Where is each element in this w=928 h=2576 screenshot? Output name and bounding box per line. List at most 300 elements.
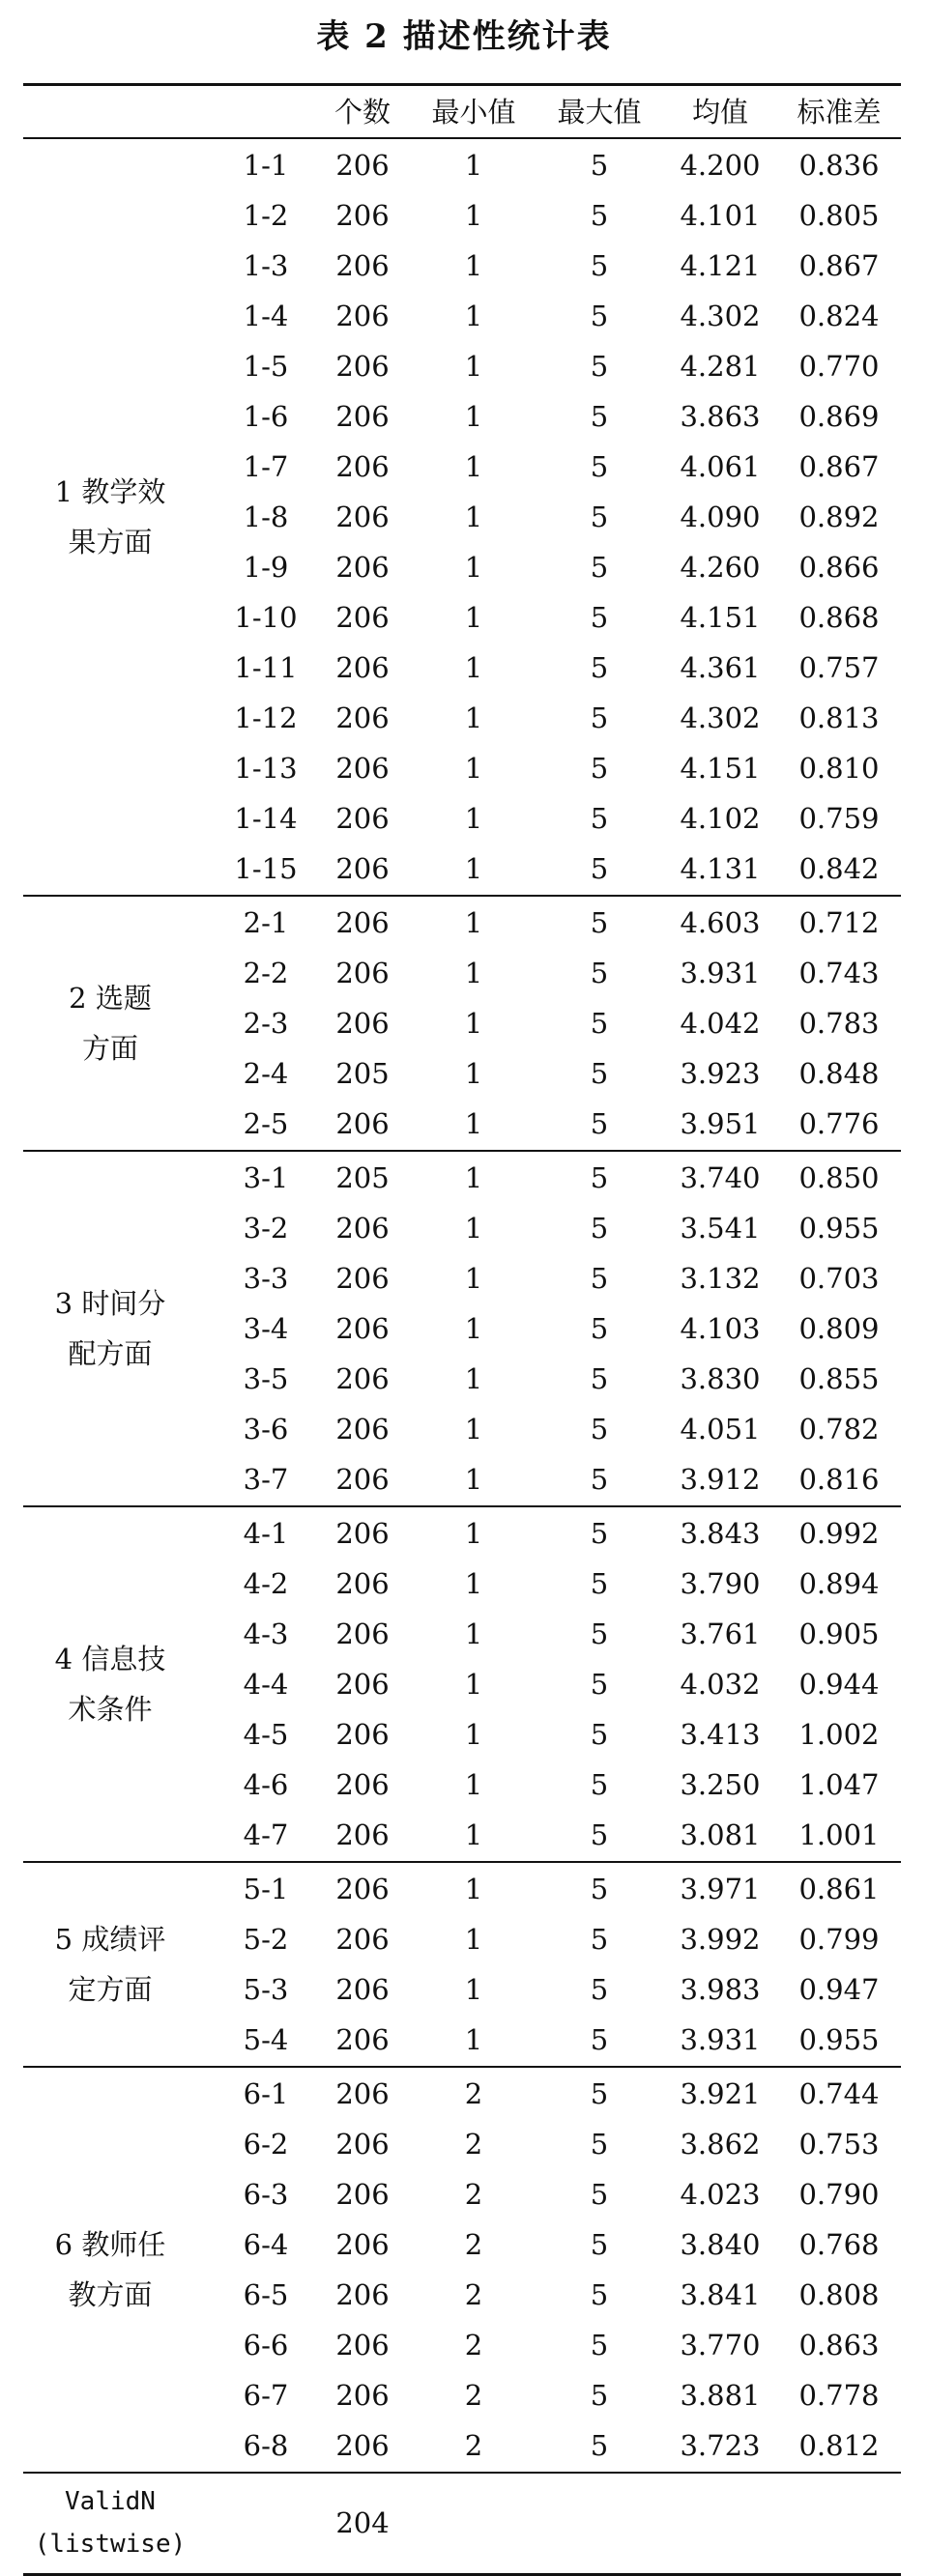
table-cell: 4.090 bbox=[680, 501, 761, 533]
table-title: 表 2 描述性统计表 bbox=[316, 17, 612, 56]
table-cell: 4.151 bbox=[680, 601, 761, 634]
table-cell: 1 bbox=[464, 1567, 483, 1600]
table-cell: 1 bbox=[464, 957, 483, 989]
table-cell: 1 bbox=[464, 1362, 483, 1395]
table-cell: 205 bbox=[335, 1161, 390, 1194]
table-cell: 1-5 bbox=[243, 350, 289, 383]
group-label-line: 3 时间分 bbox=[54, 1287, 166, 1320]
table-cell: 3-4 bbox=[243, 1312, 289, 1345]
valid-n-label bbox=[23, 2480, 197, 2565]
group-label-line: 术条件 bbox=[68, 1693, 153, 1726]
table-cell: 0.905 bbox=[798, 1617, 880, 1650]
table-cell: 5 bbox=[590, 199, 609, 232]
table-cell: 206 bbox=[335, 701, 390, 734]
table-cell: 1-11 bbox=[234, 651, 298, 684]
table-cell: 0.813 bbox=[798, 701, 880, 734]
table-cell: 4.101 bbox=[680, 199, 761, 232]
table-cell: 206 bbox=[335, 2228, 390, 2261]
table-cell: 3.541 bbox=[680, 1212, 761, 1245]
table-cell: 206 bbox=[335, 1007, 390, 1040]
table-cell: 206 bbox=[335, 149, 390, 182]
table-cell: 5 bbox=[590, 350, 609, 383]
table-cell: 206 bbox=[335, 1973, 390, 2006]
table-cell: 1 bbox=[464, 701, 483, 734]
table-cell: 2 bbox=[464, 2379, 483, 2412]
table-cell: 206 bbox=[335, 2128, 390, 2161]
table-cell: 0.850 bbox=[798, 1161, 880, 1194]
table-cell: 206 bbox=[335, 1567, 390, 1600]
table-cell: 1 bbox=[464, 300, 483, 332]
table-cell: 1 bbox=[464, 501, 483, 533]
table-cell: 1 bbox=[464, 1007, 483, 1040]
table-cell: 206 bbox=[335, 2329, 390, 2361]
table-cell: 3-5 bbox=[243, 1362, 289, 1395]
table-cell: 1 bbox=[464, 1262, 483, 1295]
table-cell: 5 bbox=[590, 1312, 609, 1345]
table-cell: 206 bbox=[335, 2178, 390, 2211]
table-cell: 4.023 bbox=[680, 2178, 761, 2211]
table-cell: 5 bbox=[590, 1768, 609, 1801]
table-cell: 206 bbox=[335, 1107, 390, 1140]
table-cell: 3.971 bbox=[680, 1873, 761, 1905]
table-cell: 0.776 bbox=[798, 1107, 880, 1140]
table-cell: 1 bbox=[464, 450, 483, 483]
group-label-line: 定方面 bbox=[68, 1973, 153, 2006]
table-cell: 2 bbox=[464, 2429, 483, 2462]
table-cell: 1-7 bbox=[243, 450, 289, 483]
table-cell: 4.151 bbox=[680, 752, 761, 785]
table-cell: 3.841 bbox=[680, 2278, 761, 2311]
table-cell: 1 bbox=[464, 1818, 483, 1851]
table-cell: 1 bbox=[464, 601, 483, 634]
table-cell: 3.413 bbox=[680, 1718, 761, 1751]
table-cell: 5 bbox=[590, 551, 609, 584]
group-rule bbox=[23, 1861, 901, 1863]
table-cell: 4.302 bbox=[680, 300, 761, 332]
table-cell: 1 bbox=[464, 2023, 483, 2056]
column-header: 最大值 bbox=[557, 96, 642, 129]
table-cell: 4.302 bbox=[680, 701, 761, 734]
table-cell: 0.861 bbox=[798, 1873, 880, 1905]
table-cell: 3-6 bbox=[243, 1413, 289, 1445]
table-cell: 5 bbox=[590, 2128, 609, 2161]
table-cell: 1 bbox=[464, 249, 483, 282]
table-cell: 0.753 bbox=[798, 2128, 880, 2161]
group-label-line: 配方面 bbox=[68, 1337, 153, 1370]
table-cell: 6-7 bbox=[243, 2379, 289, 2412]
table-cell: 206 bbox=[335, 957, 390, 989]
table-cell: 6-4 bbox=[243, 2228, 289, 2261]
table-cell: 4-2 bbox=[243, 1567, 289, 1600]
table-cell: 3-2 bbox=[243, 1212, 289, 1245]
table-cell: 4.051 bbox=[680, 1413, 761, 1445]
table-cell: 5 bbox=[590, 1567, 609, 1600]
table-cell: 5 bbox=[590, 852, 609, 885]
table-cell: 206 bbox=[335, 1262, 390, 1295]
table-cell: 206 bbox=[335, 1923, 390, 1956]
table-cell: 0.866 bbox=[798, 551, 880, 584]
table-cell: 0.836 bbox=[798, 149, 880, 182]
table-cell: 3-7 bbox=[243, 1463, 289, 1496]
table-cell: 1.002 bbox=[798, 1718, 880, 1751]
table-cell: 3.830 bbox=[680, 1362, 761, 1395]
table-cell: 5 bbox=[590, 2077, 609, 2110]
group-label-line: 2 选题 bbox=[69, 982, 152, 1015]
table-cell: 206 bbox=[335, 1768, 390, 1801]
table-cell: 5 bbox=[590, 2329, 609, 2361]
table-cell: 0.947 bbox=[798, 1973, 880, 2006]
table-cell: 206 bbox=[335, 2023, 390, 2056]
table-cell: 3.912 bbox=[680, 1463, 761, 1496]
table-cell: 3.761 bbox=[680, 1617, 761, 1650]
table-cell: 206 bbox=[335, 2379, 390, 2412]
table-cell: 2 bbox=[464, 2128, 483, 2161]
table-cell: 4.032 bbox=[680, 1668, 761, 1701]
table-cell: 0.955 bbox=[798, 1212, 880, 1245]
table-cell: 5 bbox=[590, 1718, 609, 1751]
column-header: 最小值 bbox=[431, 96, 516, 129]
table-cell: 3.250 bbox=[680, 1768, 761, 1801]
table-cell: 1 bbox=[464, 1973, 483, 2006]
table-cell: 4.281 bbox=[680, 350, 761, 383]
table-cell: 3.132 bbox=[680, 1262, 761, 1295]
table-cell: 1 bbox=[464, 1668, 483, 1701]
table-cell: 0.955 bbox=[798, 2023, 880, 2056]
table-cell: 1 bbox=[464, 1617, 483, 1650]
table-cell: 0.867 bbox=[798, 450, 880, 483]
table-cell: 3.081 bbox=[680, 1818, 761, 1851]
table-cell: 5 bbox=[590, 1617, 609, 1650]
table-cell: 5-1 bbox=[243, 1873, 289, 1905]
table-cell: 0.799 bbox=[798, 1923, 880, 1956]
table-cell: 206 bbox=[335, 501, 390, 533]
table-cell: 2-1 bbox=[243, 906, 289, 939]
table-cell: 1 bbox=[464, 852, 483, 885]
table-cell: 1 bbox=[464, 752, 483, 785]
table-cell: 2 bbox=[464, 2178, 483, 2211]
table-cell: 5 bbox=[590, 802, 609, 835]
table-cell: 1-1 bbox=[243, 149, 289, 182]
table-cell: 1-4 bbox=[243, 300, 289, 332]
table-cell: 206 bbox=[335, 1312, 390, 1345]
group-rule bbox=[23, 2472, 901, 2474]
table-cell: 206 bbox=[335, 906, 390, 939]
table-cell: 3.923 bbox=[680, 1057, 761, 1090]
table-cell: 1 bbox=[464, 1923, 483, 1956]
valid-n-label-line: (listwise) bbox=[34, 2530, 187, 2559]
table-cell: 3.740 bbox=[680, 1161, 761, 1194]
table-cell: 5 bbox=[590, 2379, 609, 2412]
table-cell: 4-3 bbox=[243, 1617, 289, 1650]
column-header: 个数 bbox=[334, 96, 391, 129]
group-label-line: 教方面 bbox=[68, 2278, 153, 2311]
table-cell: 5 bbox=[590, 1463, 609, 1496]
table-cell: 5 bbox=[590, 2228, 609, 2261]
table-cell: 205 bbox=[335, 1057, 390, 1090]
table-cell: 0.703 bbox=[798, 1262, 880, 1295]
table-cell: 206 bbox=[335, 450, 390, 483]
table-cell: 3.951 bbox=[680, 1107, 761, 1140]
valid-n-label-line: ValidN bbox=[65, 2487, 156, 2516]
table-cell: 5 bbox=[590, 1057, 609, 1090]
group-label-line: 果方面 bbox=[68, 526, 153, 558]
table-cell: 1-15 bbox=[234, 852, 298, 885]
table-cell: 5 bbox=[590, 1413, 609, 1445]
group-label bbox=[23, 1914, 197, 2015]
table-cell: 0.863 bbox=[798, 2329, 880, 2361]
table-cell: 206 bbox=[335, 1873, 390, 1905]
group-label-line: 5 成绩评 bbox=[54, 1923, 166, 1956]
group-label bbox=[23, 2219, 197, 2320]
table-cell: 6-2 bbox=[243, 2128, 289, 2161]
table-cell: 1 bbox=[464, 802, 483, 835]
table-cell: 1-2 bbox=[243, 199, 289, 232]
table-cell: 2 bbox=[464, 2077, 483, 2110]
table-cell: 1 bbox=[464, 1768, 483, 1801]
table-cell: 1 bbox=[464, 651, 483, 684]
table-cell: 5 bbox=[590, 1873, 609, 1905]
table-cell: 206 bbox=[335, 1212, 390, 1245]
table-cell: 206 bbox=[335, 1413, 390, 1445]
table-cell: 2 bbox=[464, 2228, 483, 2261]
table-cell: 206 bbox=[335, 300, 390, 332]
table-cell: 4-7 bbox=[243, 1818, 289, 1851]
table-cell: 0.805 bbox=[798, 199, 880, 232]
table-cell: 5 bbox=[590, 1517, 609, 1550]
table-cell: 5 bbox=[590, 2278, 609, 2311]
table-cell: 4.131 bbox=[680, 852, 761, 885]
table-cell: 5 bbox=[590, 400, 609, 433]
table-cell: 1 bbox=[464, 149, 483, 182]
table-cell: 5 bbox=[590, 300, 609, 332]
group-rule bbox=[23, 2066, 901, 2068]
table-cell: 206 bbox=[335, 802, 390, 835]
table-cell: 0.812 bbox=[798, 2429, 880, 2462]
table-cell: 206 bbox=[335, 199, 390, 232]
table-cell: 206 bbox=[335, 601, 390, 634]
table-cell: 206 bbox=[335, 1463, 390, 1496]
table-cell: 3.931 bbox=[680, 2023, 761, 2056]
table-cell: 5 bbox=[590, 1668, 609, 1701]
table-cell: 5 bbox=[590, 1973, 609, 2006]
table-cell: 1 bbox=[464, 906, 483, 939]
table-cell: 4.103 bbox=[680, 1312, 761, 1345]
table-cell: 1 bbox=[464, 199, 483, 232]
table-cell: 0.867 bbox=[798, 249, 880, 282]
group-label-line: 4 信息技 bbox=[54, 1643, 166, 1675]
table-cell: 3.881 bbox=[680, 2379, 761, 2412]
table-cell: 206 bbox=[335, 1718, 390, 1751]
table-cell: 1 bbox=[464, 1312, 483, 1345]
table-cell: 1-8 bbox=[243, 501, 289, 533]
group-label bbox=[23, 973, 197, 1073]
table-cell: 4.121 bbox=[680, 249, 761, 282]
table-cell: 206 bbox=[335, 1362, 390, 1395]
table-cell: 5 bbox=[590, 1007, 609, 1040]
table-cell: 5 bbox=[590, 149, 609, 182]
table-cell: 4-1 bbox=[243, 1517, 289, 1550]
table-cell: 0.768 bbox=[798, 2228, 880, 2261]
table-cell: 5 bbox=[590, 1262, 609, 1295]
table-cell: 206 bbox=[335, 400, 390, 433]
table-cell: 206 bbox=[335, 249, 390, 282]
group-label bbox=[23, 1278, 197, 1379]
table-cell: 1.001 bbox=[798, 1818, 880, 1851]
table-cell: 0.790 bbox=[798, 2178, 880, 2211]
table-cell: 5 bbox=[590, 1362, 609, 1395]
table-cell: 4.061 bbox=[680, 450, 761, 483]
table-cell: 1 bbox=[464, 1107, 483, 1140]
table-cell: 1 bbox=[464, 1718, 483, 1751]
table-cell: 5 bbox=[590, 249, 609, 282]
table-cell: 0.842 bbox=[798, 852, 880, 885]
table-cell: 5-3 bbox=[243, 1973, 289, 2006]
table-cell: 0.855 bbox=[798, 1362, 880, 1395]
table-cell: 2-3 bbox=[243, 1007, 289, 1040]
table-cell: 4.361 bbox=[680, 651, 761, 684]
column-header: 均值 bbox=[691, 96, 748, 129]
group-label-line: 方面 bbox=[81, 1032, 138, 1065]
table-cell: 0.892 bbox=[798, 501, 880, 533]
table-cell: 1 bbox=[464, 1463, 483, 1496]
table-cell: 4.200 bbox=[680, 149, 761, 182]
header-rule bbox=[23, 137, 901, 139]
table-cell: 206 bbox=[335, 752, 390, 785]
table-cell: 3.931 bbox=[680, 957, 761, 989]
table-cell: 206 bbox=[335, 852, 390, 885]
table-cell: 5 bbox=[590, 601, 609, 634]
table-cell: 1-12 bbox=[234, 701, 298, 734]
table-cell: 0.848 bbox=[798, 1057, 880, 1090]
table-cell: 5 bbox=[590, 651, 609, 684]
table-cell: 5 bbox=[590, 957, 609, 989]
table-cell: 1 bbox=[464, 400, 483, 433]
table-cell: 3.992 bbox=[680, 1923, 761, 1956]
table-cell: 4.102 bbox=[680, 802, 761, 835]
table-cell: 0.757 bbox=[798, 651, 880, 684]
table-cell: 0.712 bbox=[798, 906, 880, 939]
table-cell: 3.983 bbox=[680, 1973, 761, 2006]
table-cell: 206 bbox=[335, 551, 390, 584]
table-cell: 1 bbox=[464, 350, 483, 383]
group-rule bbox=[23, 1150, 901, 1152]
group-label bbox=[23, 1634, 197, 1734]
table-cell: 1-6 bbox=[243, 400, 289, 433]
table-cell: 5-2 bbox=[243, 1923, 289, 1956]
table-cell: 0.894 bbox=[798, 1567, 880, 1600]
group-label-line: 6 教师任 bbox=[54, 2228, 166, 2261]
table-cell: 3.863 bbox=[680, 400, 761, 433]
table-cell: 3.790 bbox=[680, 1567, 761, 1600]
table-cell: 5 bbox=[590, 2178, 609, 2211]
table-cell: 2-2 bbox=[243, 957, 289, 989]
table-cell: 4.260 bbox=[680, 551, 761, 584]
group-label bbox=[23, 467, 197, 567]
table-cell: 6-1 bbox=[243, 2077, 289, 2110]
table-cell: 3.843 bbox=[680, 1517, 761, 1550]
table-cell: 6-5 bbox=[243, 2278, 289, 2311]
table-cell: 3.840 bbox=[680, 2228, 761, 2261]
table-cell: 5 bbox=[590, 1107, 609, 1140]
table-cell: 3.862 bbox=[680, 2128, 761, 2161]
valid-n-value: 204 bbox=[335, 2506, 390, 2539]
table-cell: 6-6 bbox=[243, 2329, 289, 2361]
table-cell: 4.603 bbox=[680, 906, 761, 939]
table-cell: 5 bbox=[590, 1818, 609, 1851]
table-cell: 0.868 bbox=[798, 601, 880, 634]
table-cell: 5 bbox=[590, 1161, 609, 1194]
table-cell: 1 bbox=[464, 1873, 483, 1905]
table-cell: 206 bbox=[335, 651, 390, 684]
table-cell: 5 bbox=[590, 2429, 609, 2462]
table-cell: 3-3 bbox=[243, 1262, 289, 1295]
table-cell: 206 bbox=[335, 2278, 390, 2311]
table-cell: 0.816 bbox=[798, 1463, 880, 1496]
table-cell: 0.810 bbox=[798, 752, 880, 785]
table-cell: 2 bbox=[464, 2329, 483, 2361]
table-cell: 1-14 bbox=[234, 802, 298, 835]
table-cell: 206 bbox=[335, 350, 390, 383]
table-cell: 0.869 bbox=[798, 400, 880, 433]
table-cell: 3.723 bbox=[680, 2429, 761, 2462]
table-cell: 5 bbox=[590, 701, 609, 734]
table-cell: 1 bbox=[464, 551, 483, 584]
table-cell: 1 bbox=[464, 1161, 483, 1194]
table-cell: 0.783 bbox=[798, 1007, 880, 1040]
table-cell: 1-9 bbox=[243, 551, 289, 584]
table-cell: 0.778 bbox=[798, 2379, 880, 2412]
table-cell: 1-13 bbox=[234, 752, 298, 785]
table-cell: 5-4 bbox=[243, 2023, 289, 2056]
table-cell: 5 bbox=[590, 501, 609, 533]
group-label-line: 1 教学效 bbox=[54, 475, 166, 508]
table-cell: 0.782 bbox=[798, 1413, 880, 1445]
table-cell: 1.047 bbox=[798, 1768, 880, 1801]
table-cell: 0.992 bbox=[798, 1517, 880, 1550]
table-cell: 4-5 bbox=[243, 1718, 289, 1751]
table-cell: 0.770 bbox=[798, 350, 880, 383]
table-cell: 4-6 bbox=[243, 1768, 289, 1801]
table-cell: 206 bbox=[335, 1617, 390, 1650]
table-cell: 6-3 bbox=[243, 2178, 289, 2211]
table-cell: 1 bbox=[464, 1517, 483, 1550]
table-cell: 4-4 bbox=[243, 1668, 289, 1701]
table-cell: 2-4 bbox=[243, 1057, 289, 1090]
table-cell: 1-3 bbox=[243, 249, 289, 282]
table-cell: 0.808 bbox=[798, 2278, 880, 2311]
table-cell: 0.759 bbox=[798, 802, 880, 835]
group-rule bbox=[23, 1505, 901, 1507]
table-cell: 3.921 bbox=[680, 2077, 761, 2110]
table-cell: 206 bbox=[335, 1517, 390, 1550]
table-cell: 5 bbox=[590, 2023, 609, 2056]
table-cell: 5 bbox=[590, 1212, 609, 1245]
table-cell: 4.042 bbox=[680, 1007, 761, 1040]
table-cell: 2-5 bbox=[243, 1107, 289, 1140]
table-cell: 0.744 bbox=[798, 2077, 880, 2110]
table-cell: 1 bbox=[464, 1212, 483, 1245]
table-cell: 6-8 bbox=[243, 2429, 289, 2462]
top-rule bbox=[23, 83, 901, 86]
table-cell: 0.809 bbox=[798, 1312, 880, 1345]
table-cell: 5 bbox=[590, 450, 609, 483]
group-rule bbox=[23, 895, 901, 897]
table-cell: 5 bbox=[590, 906, 609, 939]
table-cell: 206 bbox=[335, 1668, 390, 1701]
table-cell: 2 bbox=[464, 2278, 483, 2311]
table-cell: 1-10 bbox=[234, 601, 298, 634]
table-cell: 206 bbox=[335, 1818, 390, 1851]
